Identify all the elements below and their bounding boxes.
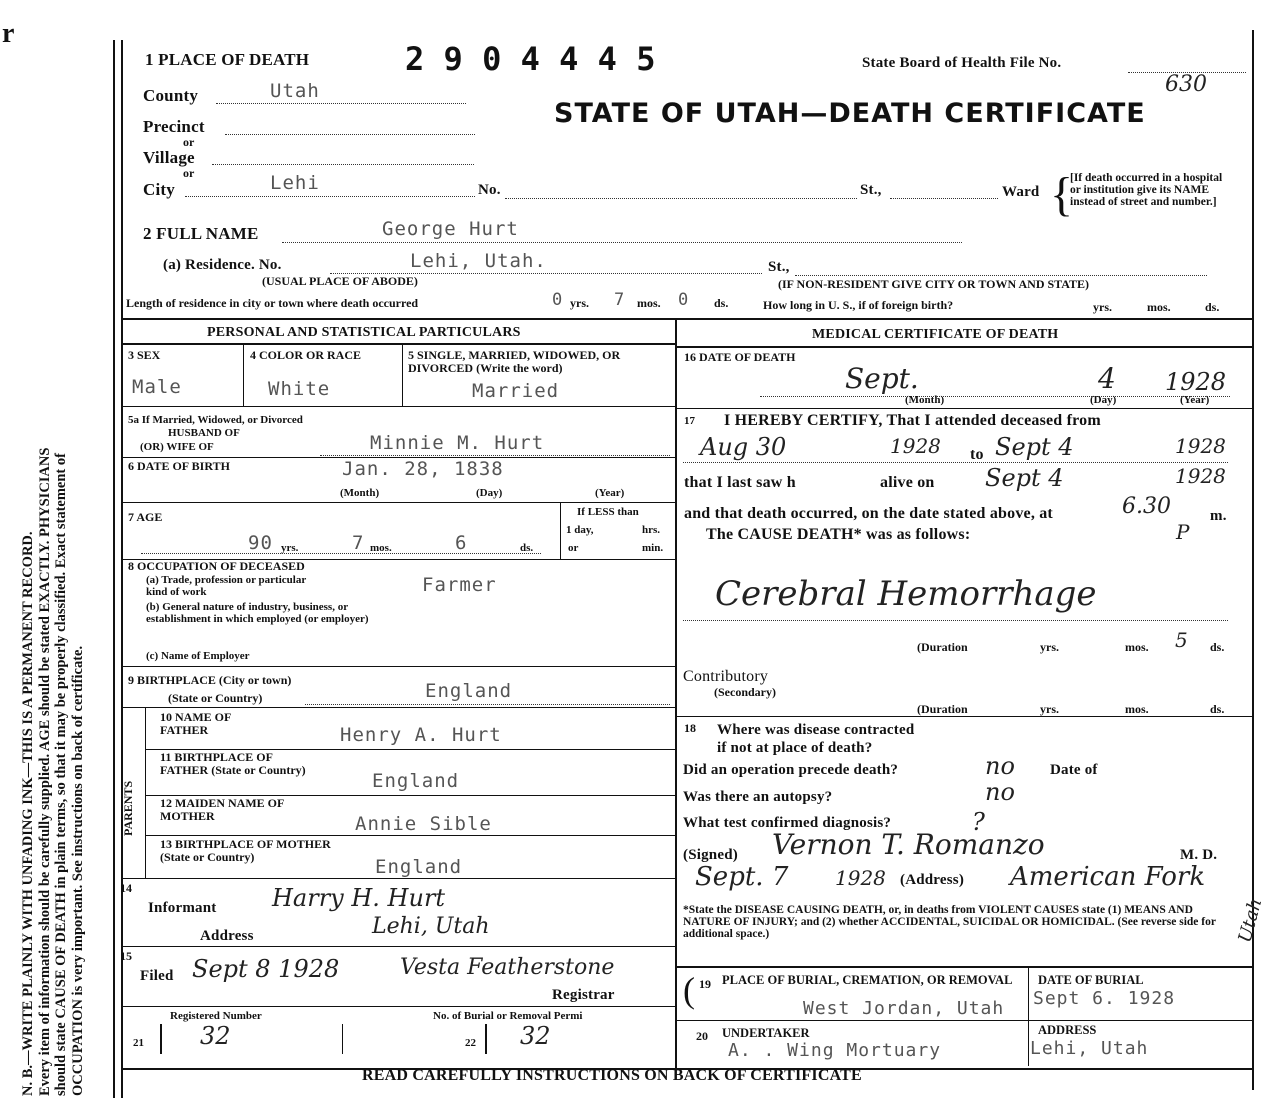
spouse-label-2: HUSBAND OF [168,427,240,439]
or-1: or [183,135,195,149]
file-no-value: 630 [1165,72,1207,97]
burial-permit-prefix: 22 [465,1037,476,1049]
age-label: 7 AGE [128,510,163,524]
registrar-signature: Vesta Featherstone [400,955,615,980]
registered-number-label: Registered Number [170,1010,262,1022]
filed-label: Filed [140,968,174,984]
undertaker-label: UNDERTAKER [722,1026,810,1040]
foreign-ds-label: ds. [1205,300,1220,314]
contributory-label: Contributory [683,668,769,685]
document-title: STATE OF UTAH—DEATH CERTIFICATE [554,98,1146,129]
last-saw-label: that I last saw h [684,474,796,491]
village-label: Village [143,148,195,167]
father-name-label: 10 NAME OF FATHER [160,710,231,737]
registrar-label: Registrar [552,987,615,1003]
parents-label: PARENTS [121,780,135,836]
spouse-label-3: (OR) WIFE OF [140,441,214,453]
burial-place-value: West Jordan, Utah [803,998,1005,1019]
city-value: Lehi [270,172,320,194]
autopsy-label: Was there an autopsy? [683,789,833,805]
operation-value: no [985,752,1015,780]
file-no-label: State Board of Health File No. [862,55,1062,71]
personal-section-title: PERSONAL AND STATISTICAL PARTICULARS [207,325,521,340]
duration-ds-label: ds. [1210,640,1225,654]
last-saw-year: 1928 [1175,464,1226,488]
foreign-yrs-label: yrs. [1093,300,1112,314]
undertaker-address-label: ADDRESS [1038,1023,1097,1037]
age-days-value: 6 [455,532,468,554]
mother-name-label: 12 MAIDEN NAME OF MOTHER [160,796,284,823]
or-2: or [183,166,195,180]
min-label: min. [642,542,664,554]
test-value: ? [972,808,985,836]
city-label: City [143,180,175,199]
informant-number: 14 [120,881,132,895]
spouse-label-1: 5a If Married, Widowed, or Divorced [128,414,303,426]
father-birthplace-label: 11 BIRTHPLACE OF FATHER (State or Country) [160,750,306,777]
frame-left-line [113,40,115,1098]
mother-name-value: Annie Sible [355,813,492,835]
dob-label: 6 DATE OF BIRTH [128,459,230,473]
duration-mos-value: 5 [1175,628,1188,652]
last-saw-date: Sept 4 [985,464,1064,492]
usual-place-note: (USUAL PLACE OF ABODE) [262,274,418,288]
death-day-caption: (Day) [1090,394,1117,406]
color-value: White [268,378,331,400]
dob-value: Jan. 28, 1838 [342,458,504,480]
duration-label: (Duration [917,640,968,654]
spouse-value: Minnie M. Hurt [370,432,545,454]
no-label: No. [478,182,501,198]
burial-place-label: PLACE OF BURIAL, CREMATION, OR REMOVAL [722,973,1013,987]
death-year-caption: (Year) [1180,394,1210,406]
county-value: Utah [270,80,320,102]
attend-from-value: Aug 30 [700,433,787,461]
residence-value: Lehi, Utah. [410,250,547,272]
residence-st-label: St., [768,259,790,275]
or-min-label: or [568,542,579,554]
side-instructions [20,448,86,1096]
residence-label: (a) Residence. No. [163,257,282,273]
test-label: What test confirmed diagnosis? [683,815,892,831]
operation-label: Did an operation precede death? [683,762,899,778]
foreign-mos-label: mos. [1147,300,1171,314]
corner-mark: r [2,18,15,49]
where-label-2: if not at place of death? [717,740,873,756]
signed-label: (Signed) [683,847,738,863]
instructions-footer: READ CAREFULLY INSTRUCTIONS ON BACK OF CERTIFICATE [362,1067,862,1084]
registered-number-value: 32 [200,1022,231,1050]
length-ds-value: 0 [678,290,690,310]
death-day-value: 4 [1098,362,1116,395]
duration2-mos-label: mos. [1125,702,1149,716]
full-name-label: 2 FULL NAME [143,224,259,243]
attend-to-year: 1928 [1175,434,1226,458]
registered-number-prefix: 21 [133,1037,144,1049]
death-month-value: Sept. [845,362,919,395]
side-line-4: OCCUPATION is very important. See instructions on back of certificate. [69,645,86,1096]
informant-value: Harry H. Hurt [272,884,446,912]
certificate-number: 2 9 0 4 4 4 5 [405,40,656,78]
undertaker-value: A. . Wing Mortuary [728,1040,942,1061]
dob-month-caption: (Month) [340,487,380,499]
filed-number: 15 [120,949,132,963]
age-years-value: 90 [248,532,273,554]
birthplace-label: 9 BIRTHPLACE (City or town) [128,673,292,687]
burial-date-value: Sept 6. 1928 [1033,988,1176,1009]
length-ds-label: ds. [714,296,729,310]
secondary-label: (Secondary) [714,685,776,699]
duration2-label: (Duration [917,702,968,716]
hospital-note: [If death occurred in a hospital or institution give its NAME instead of street and number.] [1070,172,1223,208]
father-birthplace-value: England [372,770,460,792]
filed-value: Sept 8 1928 [192,955,340,983]
side-line-3: should state CAUSE OF DEATH in plain terms, so that it may be properly classified. Exact statement of [53,453,69,1096]
cause-value: Cerebral Hemorrhage [715,574,1097,614]
informant-address-label: Address [200,928,254,944]
father-name-value: Henry A. Hurt [340,724,502,746]
sex-value: Male [132,376,182,398]
burial-number: 19 [699,977,711,991]
death-time-text: and that death occurred, on the date stated above, at [684,505,1053,522]
side-line-1: N. B.—WRITE PLAINLY WITH UNFADING INK—THIS IS A PERMANENT RECORD. [20,531,36,1096]
duration-mos-label: mos. [1125,640,1149,654]
mother-birthplace-value: England [375,856,463,878]
signed-date: Sept. 7 [695,862,789,892]
certify-text: I HEREBY CERTIFY, That I attended deceased from [724,412,1101,429]
duration-yrs-label: yrs. [1040,640,1059,654]
undertaker-number: 20 [696,1029,708,1043]
footnote: *State the DISEASE CAUSING DEATH, or, in deaths from VIOLENT CAUSES state (1) MEANS AND NATURE OF INJURY; and (2) whether ACCIDENTAL, SUICIDAL OR HOMICIDAL. (See reverse side for additional space.) [683,904,1216,940]
color-label: 4 COLOR OR RACE [250,348,362,362]
length-label: Length of residence in city or town where death occurred [126,296,419,310]
alive-on-label: alive on [880,474,935,491]
death-year-value: 1928 [1165,368,1227,396]
occupation-a: (a) Trade, profession or particular kind of work [146,574,307,598]
birthplace-sub: (State or Country) [168,691,263,705]
occupation-label: 8 OCCUPATION OF DECEASED [128,559,305,573]
autopsy-value: no [985,778,1015,806]
age-mos-label: mos. [370,542,392,554]
attend-from-year: 1928 [890,434,941,458]
length-mos-value: 7 [614,290,626,310]
where-label: Where was disease contracted [717,722,915,738]
st-label: St., [860,182,882,198]
date-of-label: Date of [1050,762,1098,778]
place-of-death-label: 1 PLACE OF DEATH [145,50,310,69]
age-yrs-label: yrs. [281,542,299,554]
frame-left-line-2 [121,40,123,1098]
burial-permit-value: 32 [520,1022,551,1050]
occupation-c: (c) Name of Employer [146,650,250,662]
age-months-value: 7 [352,532,365,554]
informant-label: Informant [148,900,217,916]
burial-date-label: DATE OF BURIAL [1038,973,1144,987]
duration2-yrs-label: yrs. [1040,702,1059,716]
death-date-label: 16 DATE OF DEATH [684,350,796,364]
md-label: M. D. [1180,847,1218,863]
am-pm-label: m. [1210,508,1227,524]
mother-birthplace-label: 13 BIRTHPLACE OF MOTHER (State or Country) [160,837,331,864]
precinct-label: Precinct [143,117,205,136]
pm-mark: P [1176,520,1190,544]
marital-label: 5 SINGLE, MARRIED, WIDOWED, OR DIVORCED (Write the word) [408,348,621,375]
duration2-ds-label: ds. [1210,702,1225,716]
ward-label: Ward [1002,184,1040,200]
physician-signature: Vernon T. Romanzo [772,828,1045,861]
where-number: 18 [684,721,696,735]
side-line-2: Every item of information should be carefully supplied. AGE should be stated EXACTLY. PHYSICIANS [36,447,53,1096]
length-yrs-label: yrs. [570,296,589,310]
divider-center [675,318,677,1068]
full-name-value: George Hurt [382,218,519,240]
dob-year-caption: (Year) [595,487,625,499]
one-day-label: 1 day, [566,524,594,536]
death-time-value: 6.30 [1122,494,1171,519]
physician-address-label: (Address) [900,872,965,888]
signed-year: 1928 [835,866,886,890]
foreign-label: How long in U. S., if of foreign birth? [763,298,954,312]
age-ds-label: ds. [520,542,534,554]
certify-number: 17 [684,415,695,427]
cause-label: The CAUSE DEATH* was as follows: [706,526,971,543]
to-label: to [970,446,984,463]
length-yrs-value: 0 [552,290,564,310]
sex-label: 3 SEX [128,348,161,362]
dob-day-caption: (Day) [476,487,503,499]
occupation-b: (b) General nature of industry, business, or establishment in which employed (or employer) [146,601,369,625]
death-month-caption: (Month) [905,394,945,406]
margin-note: Utah [1234,896,1266,945]
medical-section-title: MEDICAL CERTIFICATE OF DEATH [812,327,1059,342]
undertaker-address-value: Lehi, Utah [1030,1038,1149,1059]
hrs-label: hrs. [642,524,661,536]
county-label: County [143,86,199,105]
marital-value: Married [472,380,560,402]
length-mos-label: mos. [637,296,661,310]
informant-address-value: Lehi, Utah [372,914,490,939]
birthplace-value: England [425,680,513,702]
burial-permit-label: No. of Burial or Removal Permi [433,1010,583,1022]
less-than-label: If LESS than [577,506,639,518]
divider-main [122,318,1252,320]
physician-address-value: American Fork [1010,862,1206,892]
occupation-value: Farmer [422,574,497,596]
attend-to-value: Sept 4 [995,433,1074,461]
nonresident-note: (IF NON-RESIDENT GIVE CITY OR TOWN AND STATE) [778,277,1090,291]
